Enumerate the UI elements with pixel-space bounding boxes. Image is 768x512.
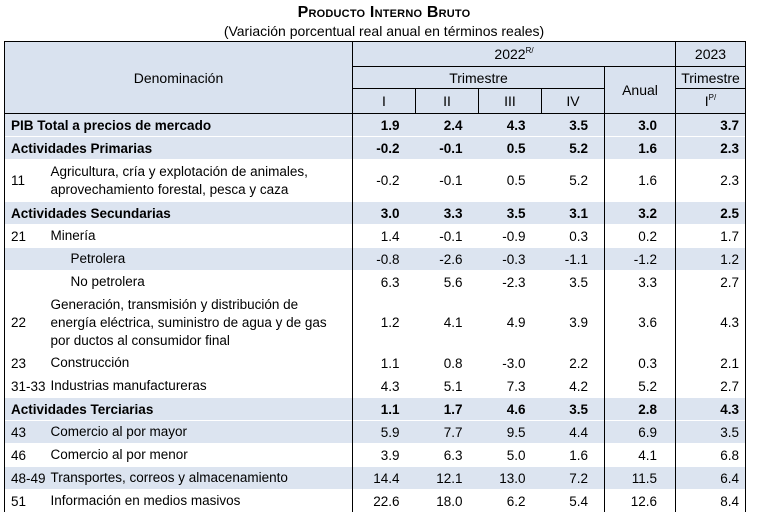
value-q1: 4.3 — [353, 375, 416, 398]
row-name: Actividades Secundarias — [5, 202, 353, 225]
table-row — [5, 160, 746, 202]
header-q1-2023 — [676, 89, 746, 114]
value-q3: -3.0 — [479, 352, 542, 375]
row-code — [5, 248, 51, 271]
value-q4: 3.5 — [542, 114, 605, 137]
row-code: 51 — [5, 490, 51, 512]
year-2022-mark: R/ — [526, 46, 534, 55]
value-anual: 0.3 — [605, 352, 676, 375]
table-body — [5, 114, 746, 512]
value-q1: 1.9 — [353, 114, 416, 137]
value-q1-2023: 2.7 — [676, 271, 746, 294]
value-q1-2023: 6.8 — [676, 444, 746, 467]
value-q1: -0.2 — [353, 160, 416, 202]
row-code: 23 — [5, 352, 51, 375]
row-name: Agricultura, cría y explotación de animales, aprovechamiento forestal, pesca y caza — [51, 160, 353, 202]
value-q1: 1.4 — [353, 225, 416, 248]
row-code — [5, 271, 51, 294]
value-q1-2023: 2.3 — [676, 160, 746, 202]
value-q4: 7.2 — [542, 467, 605, 490]
value-q4: 3.1 — [542, 202, 605, 225]
row-name: Transportes, correos y almacenamiento — [51, 467, 353, 490]
row-name: Información en medios masivos — [51, 490, 353, 512]
row-code: 43 — [5, 421, 51, 444]
value-q3: 4.3 — [479, 114, 542, 137]
table-row — [5, 225, 746, 248]
value-anual: 3.6 — [605, 294, 676, 352]
value-anual: 3.0 — [605, 114, 676, 137]
value-q4: 5.2 — [542, 160, 605, 202]
row-code: 46 — [5, 444, 51, 467]
header-trimestre: Trimestre — [353, 67, 605, 89]
value-q4: 2.2 — [542, 352, 605, 375]
value-q1: 6.3 — [353, 271, 416, 294]
value-q3: 3.5 — [479, 202, 542, 225]
table-row — [5, 137, 746, 160]
header-year-2023: 2023 — [676, 42, 746, 67]
value-q4: 3.5 — [542, 398, 605, 421]
value-q2: 12.1 — [416, 467, 479, 490]
value-q1: 1.2 — [353, 294, 416, 352]
row-code: 22 — [5, 294, 51, 352]
value-q1-2023: 2.5 — [676, 202, 746, 225]
value-q1: 1.1 — [353, 352, 416, 375]
header-trimestre-2023: Trimestre — [676, 67, 746, 89]
value-q4: 4.2 — [542, 375, 605, 398]
row-name: Actividades Terciarias — [5, 398, 353, 421]
value-q3: 7.3 — [479, 375, 542, 398]
value-q1-2023: 2.1 — [676, 352, 746, 375]
row-code: 21 — [5, 225, 51, 248]
value-q2: 0.8 — [416, 352, 479, 375]
row-name: Minería — [51, 225, 353, 248]
table-row — [5, 490, 746, 512]
row-name: Actividades Primarias — [5, 137, 353, 160]
value-q2: 2.4 — [416, 114, 479, 137]
value-anual: 3.3 — [605, 271, 676, 294]
page-title: Producto Interno Bruto — [0, 4, 768, 22]
value-q2: 3.3 — [416, 202, 479, 225]
table-row — [5, 467, 746, 490]
value-q2: -2.6 — [416, 248, 479, 271]
year-2022-label: 2022 — [494, 46, 525, 62]
value-q3: 6.2 — [479, 490, 542, 512]
value-q1-2023: 8.4 — [676, 490, 746, 512]
value-q3: -2.3 — [479, 271, 542, 294]
value-anual: 2.8 — [605, 398, 676, 421]
header-year-2022 — [353, 42, 676, 67]
value-q3: 13.0 — [479, 467, 542, 490]
value-q1-2023: 4.3 — [676, 398, 746, 421]
value-anual: 6.9 — [605, 421, 676, 444]
table-row — [5, 248, 746, 271]
value-q4: 3.9 — [542, 294, 605, 352]
table-row — [5, 202, 746, 225]
value-q2: 5.1 — [416, 375, 479, 398]
header-anual: Anual — [605, 67, 676, 114]
value-q1-2023: 2.7 — [676, 375, 746, 398]
table-row — [5, 375, 746, 398]
value-q3: -0.3 — [479, 248, 542, 271]
table-row — [5, 114, 746, 137]
value-anual: 1.6 — [605, 137, 676, 160]
value-q3: 5.0 — [479, 444, 542, 467]
value-q4: 0.3 — [542, 225, 605, 248]
value-q1: 22.6 — [353, 490, 416, 512]
header-q3: III — [479, 89, 542, 114]
table-row — [5, 271, 746, 294]
value-q1-2023: 1.2 — [676, 248, 746, 271]
value-q2: -0.1 — [416, 137, 479, 160]
table-row — [5, 398, 746, 421]
value-q1-2023: 3.7 — [676, 114, 746, 137]
header-q1: I — [353, 89, 416, 114]
value-q1-2023: 3.5 — [676, 421, 746, 444]
value-anual: 4.1 — [605, 444, 676, 467]
value-q4: 5.4 — [542, 490, 605, 512]
table-row — [5, 352, 746, 375]
value-anual: 1.6 — [605, 160, 676, 202]
value-q2: 1.7 — [416, 398, 479, 421]
value-q1: 14.4 — [353, 467, 416, 490]
value-q1-2023: 1.7 — [676, 225, 746, 248]
row-name: Construcción — [51, 352, 353, 375]
row-name: Generación, transmisión y distribución de energía eléctrica, suministro de agua y de gas por ductos al consumidor final — [51, 294, 353, 352]
row-name: Petrolera — [51, 248, 353, 271]
value-q4: -1.1 — [542, 248, 605, 271]
value-q4: 3.5 — [542, 271, 605, 294]
value-q3: 0.5 — [479, 137, 542, 160]
header-q2: II — [416, 89, 479, 114]
value-q1-2023: 6.4 — [676, 467, 746, 490]
value-q1: 5.9 — [353, 421, 416, 444]
value-q2: 5.6 — [416, 271, 479, 294]
row-name: Comercio al por mayor — [51, 421, 353, 444]
value-q1: 3.9 — [353, 444, 416, 467]
value-q3: 4.9 — [479, 294, 542, 352]
value-q1-2023: 4.3 — [676, 294, 746, 352]
row-name: Industrias manufactureras — [51, 375, 353, 398]
row-code: 31-33 — [5, 375, 51, 398]
value-anual: 11.5 — [605, 467, 676, 490]
value-q1-2023: 2.3 — [676, 137, 746, 160]
value-q2: 4.1 — [416, 294, 479, 352]
value-anual: 0.2 — [605, 225, 676, 248]
value-q2: 18.0 — [416, 490, 479, 512]
table-row — [5, 421, 746, 444]
value-q3: 9.5 — [479, 421, 542, 444]
value-anual: -1.2 — [605, 248, 676, 271]
page-subtitle: (Variación porcentual real anual en términos reales) — [0, 23, 768, 39]
value-q4: 5.2 — [542, 137, 605, 160]
table-row — [5, 444, 746, 467]
value-q1: -0.8 — [353, 248, 416, 271]
value-q2: -0.1 — [416, 160, 479, 202]
value-q1: -0.2 — [353, 137, 416, 160]
value-q3: -0.9 — [479, 225, 542, 248]
value-q2: 6.3 — [416, 444, 479, 467]
value-q4: 1.6 — [542, 444, 605, 467]
value-q3: 4.6 — [479, 398, 542, 421]
value-q4: 4.4 — [542, 421, 605, 444]
row-code: 11 — [5, 160, 51, 202]
value-anual: 3.2 — [605, 202, 676, 225]
value-q1: 3.0 — [353, 202, 416, 225]
row-name: PIB Total a precios de mercado — [5, 114, 353, 137]
row-name: Comercio al por menor — [51, 444, 353, 467]
value-anual: 5.2 — [605, 375, 676, 398]
gdp-table — [4, 41, 746, 512]
header-denominacion: Denominación — [5, 42, 353, 114]
value-q1: 1.1 — [353, 398, 416, 421]
value-q2: -0.1 — [416, 225, 479, 248]
value-anual: 12.6 — [605, 490, 676, 512]
row-name: No petrolera — [51, 271, 353, 294]
value-q2: 7.7 — [416, 421, 479, 444]
header-q4: IV — [542, 89, 605, 114]
q1-2023-mark: P/ — [709, 93, 717, 102]
q1-2023-label: I — [705, 93, 709, 109]
value-q3: 0.5 — [479, 160, 542, 202]
table-row — [5, 294, 746, 352]
row-code: 48-49 — [5, 467, 51, 490]
